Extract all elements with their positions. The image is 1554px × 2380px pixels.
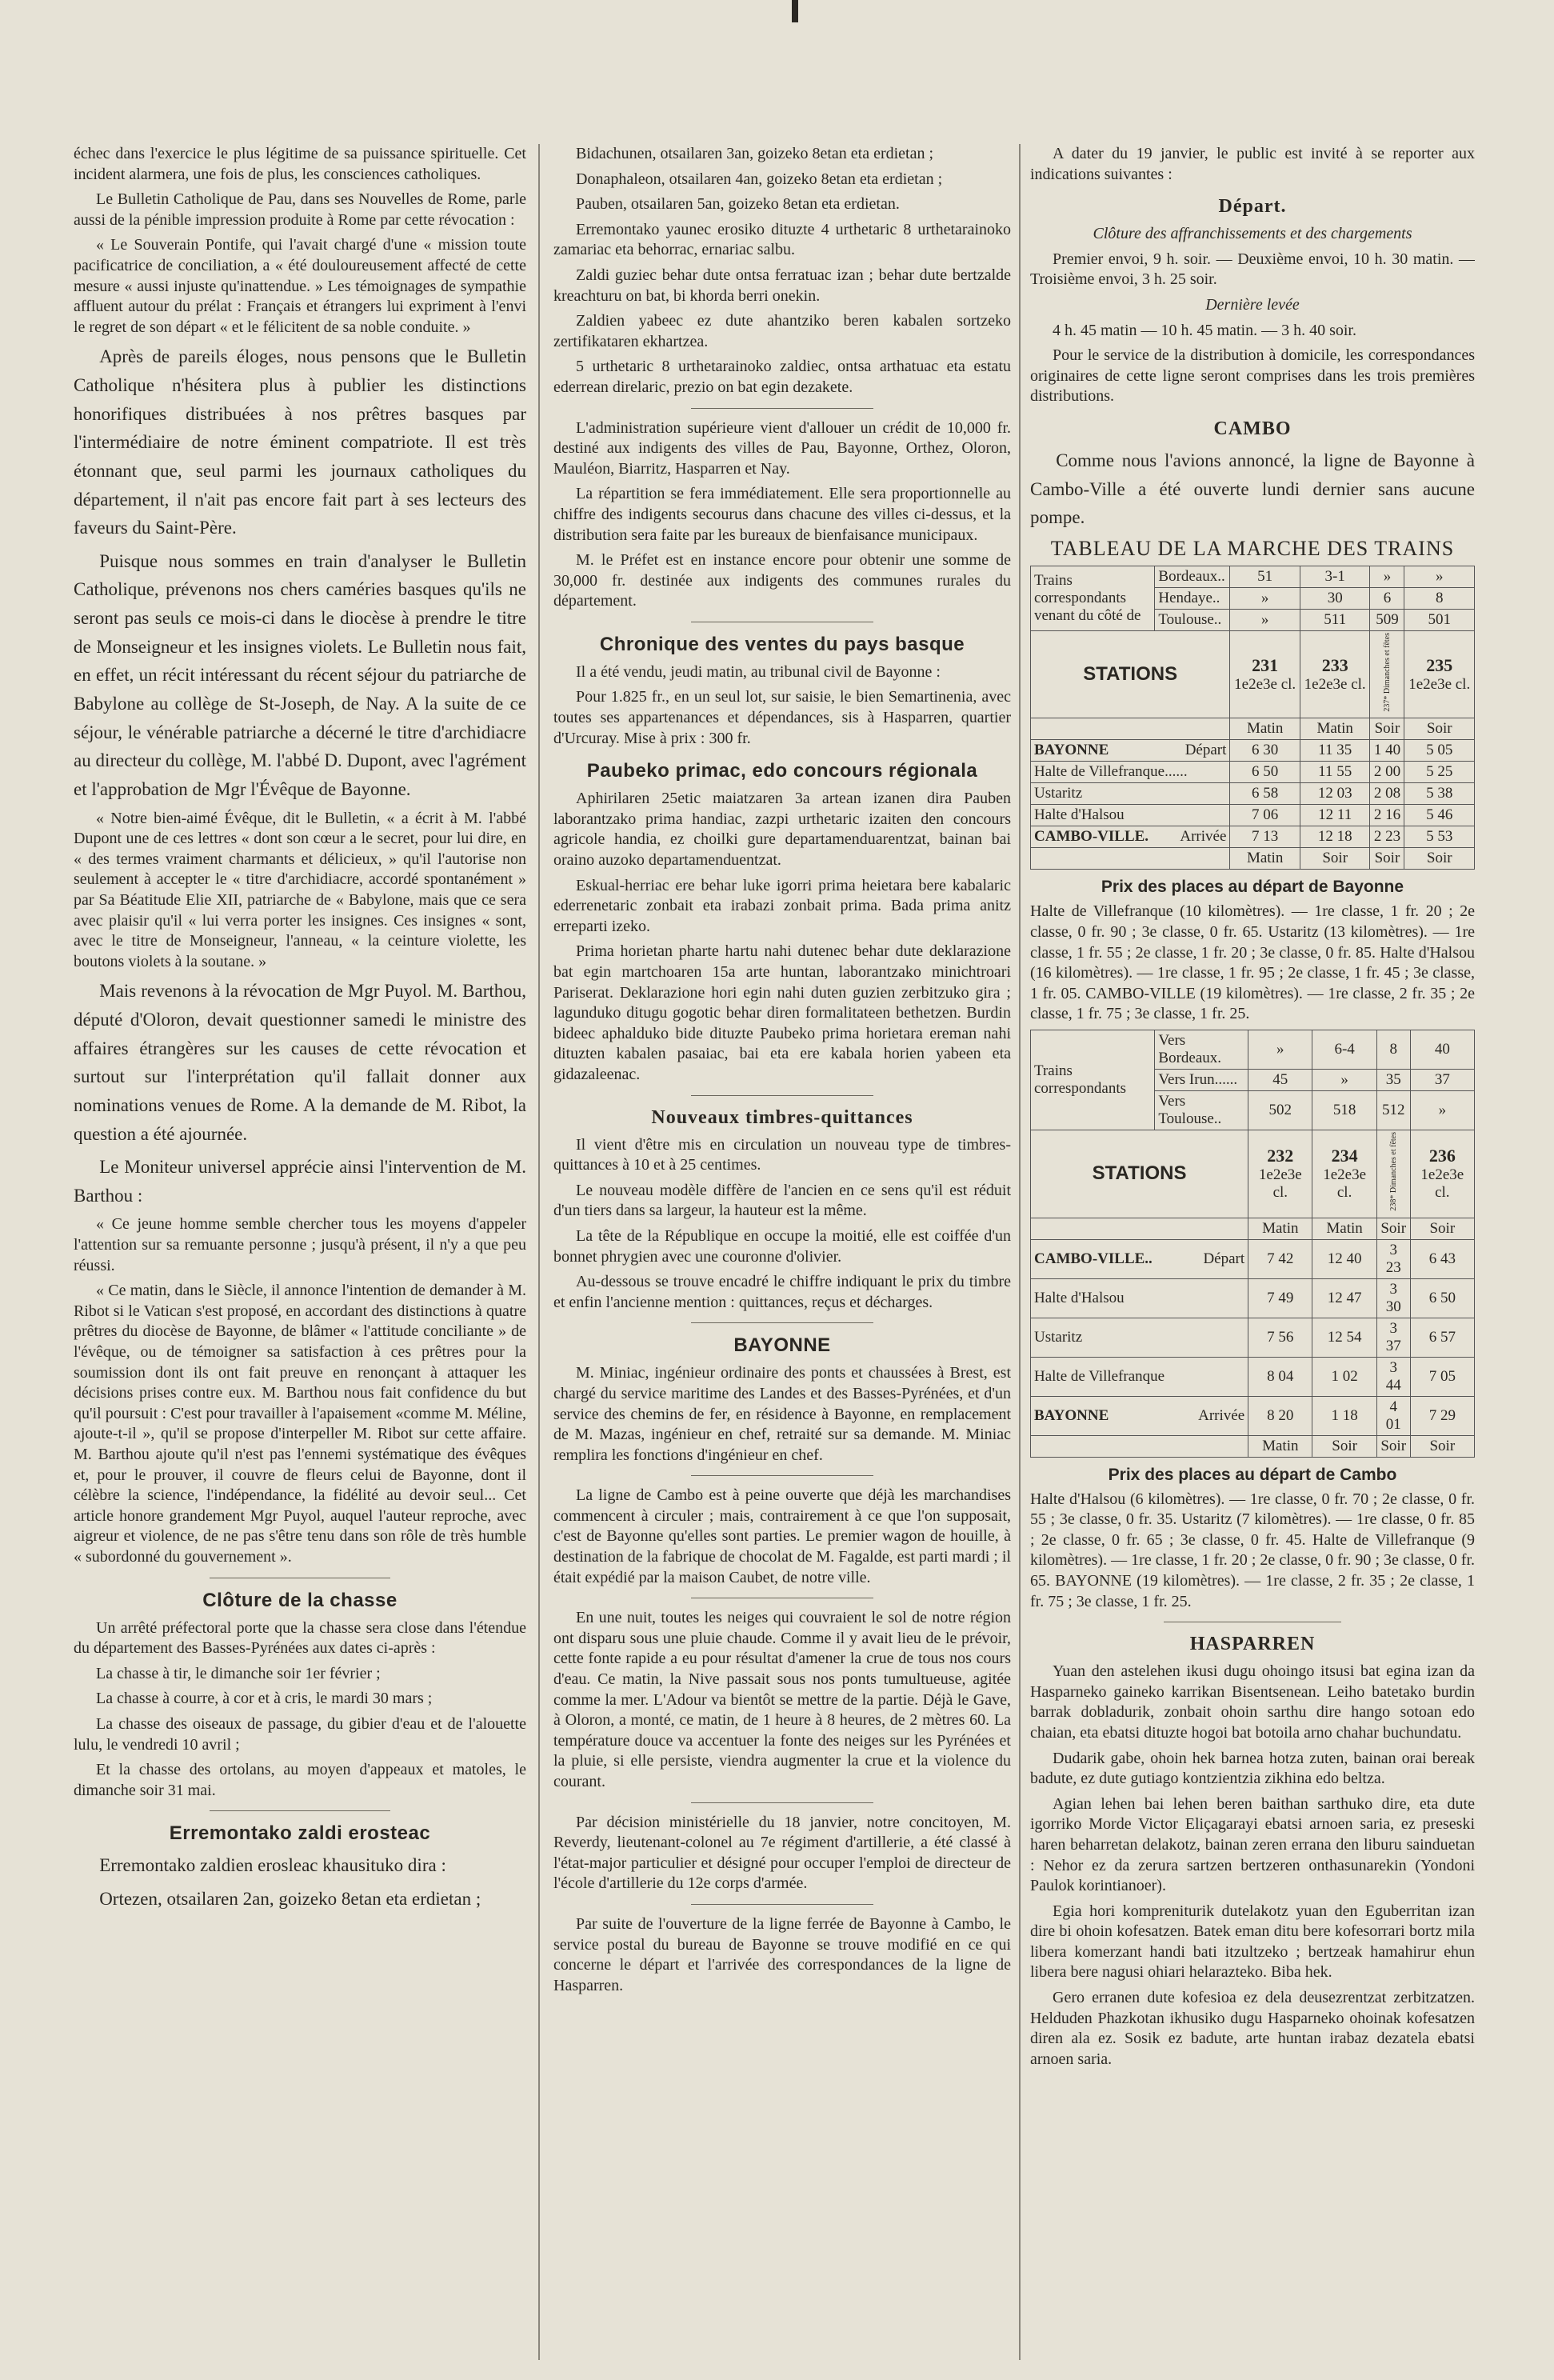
- paragraph: Pauben, otsailaren 5an, goizeko 8etan eta erdietan.: [576, 195, 900, 214]
- time-value: 7 05: [1410, 1357, 1474, 1396]
- paragraph: Au-dessous se trouve encadré le chiffre indiquant le prix du timbre et enfin l'ancienne mention : quittances, reçus et décharges.: [553, 1273, 1011, 1311]
- station-row: [1031, 740, 1475, 762]
- time-value: 3 30: [1376, 1278, 1410, 1318]
- heading-timbres: Nouveaux timbres-quittances: [651, 1106, 913, 1128]
- paragraph: La chasse à courre, à cor et à cris, le mardi 30 mars ;: [96, 1690, 433, 1708]
- paragraph: Eskual-herriac ere behar luke igorri prima heietara bere kabalaric ederrenetaric zonbait eta irabazi zonbait prima. Bada prima anitz erreparti izeko.: [553, 876, 1011, 935]
- time-value: 12 47: [1312, 1278, 1376, 1318]
- train-number-value: 235: [1426, 655, 1453, 676]
- paragraph: Halte de Villefranque (10 kilomètres). — 1re classe, 1 fr. 20 ; 2e classe, 0 fr. 90 ; 3e classe, 0 fr. 65. Ustaritz (13 kilomètres). — 1re classe, 1 fr. 55 ; 2e classe, 1 fr. 20 ; 3e classe, 0 fr. 85. Halte d'Halsou (16 kilomètres). — 1re classe, 1 fr. 95 ; 2e classe, 1 fr. 45 ; 3e classe, 1 fr. 05. CAMBO-VILLE (19 kilomètres). — 1re classe, 2 fr. 35 ; 2e classe, 1 fr. 75 ; 3e classe, 1 fr. 25.: [1030, 902, 1475, 1023]
- period: Soir: [1370, 848, 1404, 870]
- train-class: 1e2e3e cl.: [1304, 676, 1366, 694]
- station-name: [1031, 1396, 1248, 1435]
- correspondence-value: 51: [1230, 566, 1300, 587]
- correspondence-value: 35: [1376, 1070, 1410, 1091]
- time-value: 6 50: [1230, 762, 1300, 783]
- paragraph: Il a été vendu, jeudi matin, au tribunal civil de Bayonne :: [576, 662, 941, 681]
- paragraph: 5 urthetaric 8 urthetarainoko zaldiec, ontsa arthatuac eta estatu ederrean direlaric, prezio on bat egin dezakete.: [553, 358, 1011, 396]
- correspondence-value: 30: [1300, 587, 1370, 609]
- paragraph: « Ce jeune homme semble chercher tous les moyens d'appeler l'attention sur sa remuante personne ; jusqu'à présent, il n'y a que peu réussi.: [74, 1215, 526, 1274]
- paragraph: 4 h. 45 matin — 10 h. 45 matin. — 3 h. 40 soir.: [1053, 321, 1356, 339]
- paragraph: Egia hori kompreniturik dutelakotz yuan den Eguberritan izan dire bi ohoin kofesatzen. Batek eman ditu bere kofesorrari bortz mila libera komerzant handi bati itzultzeko ; bertzeak hamahirur ehun libera bere nagusi ohiari helarazteko. Biba hek.: [1030, 1902, 1475, 1982]
- station-row: [1031, 1239, 1475, 1278]
- correspondence-value: »: [1410, 1091, 1474, 1130]
- time-value: 3 44: [1376, 1357, 1410, 1396]
- divider: [691, 408, 874, 409]
- heading-prix-bayonne: Prix des places au départ de Bayonne: [1101, 878, 1404, 897]
- paragraph: « Notre bien-aimé Évêque, dit le Bulletin, « a écrit à M. l'abbé Dupont une de ces lettres « dont son cœur a le secret, pour lui dire, en « des termes vraiment charmants et délicieux, » qu'il l'autorise non seulement à accepter le « titre d'archidiacre, accordé spontanément » par Sa Béatitude Elie XII, patriarche de « Babylone, mais que ce sera avec plaisir qu'il « lui verra porter les insignes. Ces insignes « sont, avec le titre de Monseigneur, l'anneau, « la ceinture violette, les boutons violets à la soutane. »: [74, 809, 526, 970]
- station-suffix: Départ: [1203, 1250, 1245, 1267]
- paragraph: A dater du 19 janvier, le public est invité à se reporter aux indications suivantes :: [1030, 145, 1475, 183]
- time-value: 3 37: [1376, 1318, 1410, 1357]
- train-number: [1300, 630, 1370, 718]
- station-name: [1031, 805, 1230, 826]
- period: Soir: [1370, 718, 1404, 740]
- divider: [210, 1810, 390, 1811]
- time-value: 7 13: [1230, 826, 1300, 848]
- correspondence-value: 501: [1404, 609, 1475, 630]
- paragraph: échec dans l'exercice le plus légitime de sa puissance spirituelle. Cet incident alarmera, une fois de plus, les consciences catholiques.: [74, 145, 526, 183]
- paragraph: La répartition se fera immédiatement. Elle sera proportionnelle au chiffre des indigents secourus dans chacune des villes ci-dessus, et la distribution sera faite par les bureaux de bienfaisance municipaux.: [553, 485, 1011, 544]
- subheading-cloture: [1030, 224, 1475, 245]
- stations-header: STATIONS: [1031, 1130, 1248, 1218]
- period-row: [1031, 1218, 1475, 1239]
- heading-bayonne: BAYONNE: [733, 1334, 831, 1357]
- divider: [691, 1475, 874, 1476]
- correspondence-value: 8: [1376, 1030, 1410, 1070]
- column-2: [553, 144, 1011, 2352]
- paragraph: Par suite de l'ouverture de la ligne ferrée de Bayonne à Cambo, le service postal du bureau de Bayonne se trouve modifié en ce qui concerne le départ et l'arrivée des correspondances de la ligne de Hasparren.: [553, 1914, 1011, 1994]
- period-row: [1031, 718, 1475, 740]
- correspondence-value: 8: [1404, 587, 1475, 609]
- stations-header: STATIONS: [1031, 630, 1230, 718]
- time-value: 5 05: [1404, 740, 1475, 762]
- paragraph: Un arrêté préfectoral porte que la chasse sera close dans l'étendue du département des Basses-Pyrénées aux dates ci-après :: [74, 1618, 526, 1658]
- correspondence-value: »: [1248, 1030, 1312, 1070]
- station-name: [1031, 826, 1230, 848]
- correspondence-origin: Vers Bordeaux.: [1155, 1030, 1248, 1070]
- correspondence-value: 37: [1410, 1070, 1474, 1091]
- correspondence-value: »: [1370, 566, 1404, 587]
- station-label: Halte d'Halsou: [1034, 806, 1125, 824]
- station-label: Ustaritz: [1034, 785, 1083, 802]
- station-label: CAMBO-VILLE.: [1034, 828, 1149, 846]
- station-label: BAYONNE: [1034, 742, 1109, 759]
- time-value: 2 23: [1370, 826, 1404, 848]
- heading-paubeko: Paubeko primac, edo concours régionala: [586, 760, 978, 782]
- train-number-value: 232: [1267, 1146, 1294, 1166]
- paragraph: En une nuit, toutes les neiges qui couvraient le sol de notre région ont disparu sous une pluie chaude. Comme il y avait lieu de le prévoir, cette fonte rapide a eu pour résultat d'amener la crue de tous nos cours d'eau. Ce matin, la Nive passait sous nos ponts tumultueuse, agitée comme la mer. L'Adour va bientôt se mettre de la partie. Déjà le Gave, à Oloron, a monté, ce matin, de 1 heure à 8 heures, de 2 mètres 60. La température douce va accentuer la fonte des neiges sur les Pyrénées et la pluie, si elle persiste, viendra augmenter la crue et la violence du courant.: [553, 1609, 1011, 1790]
- time-value: 8 04: [1248, 1357, 1312, 1396]
- correspondence-value: 512: [1376, 1091, 1410, 1130]
- paragraph: Erremontako yaunec erosiko dituzte 4 urthetaric 8 urthetarainoko zamariac eta behorrac, ernariac salbu.: [553, 220, 1011, 259]
- correspondence-origin: Toulouse..: [1155, 609, 1230, 630]
- divider: [691, 1802, 874, 1803]
- paragraph: Aphirilaren 25etic maiatzaren 3a artean izanen dira Pauben laborantzako prima handiac, zazpi urthetaric izaiten den concours agricole handia, ez choilki gure departamenduarentzat, bainan bai oraino auzoko departamenduentzat.: [553, 790, 1011, 870]
- train-number-value: 236: [1428, 1146, 1456, 1166]
- divider: [691, 1904, 874, 1905]
- station-row: [1031, 762, 1475, 783]
- correspondence-origin: Hendaye..: [1155, 587, 1230, 609]
- sunday-note-text: 237* Dimanches et fêtes: [1382, 632, 1392, 712]
- paragraph: Premier envoi, 9 h. soir. — Deuxième envoi, 10 h. 30 matin. — Troisième envoi, 3 h. 25 soir.: [1030, 250, 1475, 289]
- period: Soir: [1410, 1218, 1474, 1239]
- time-value: 7 49: [1248, 1278, 1312, 1318]
- time-value: 6 57: [1410, 1318, 1474, 1357]
- column-3: [1030, 144, 1475, 2352]
- period: Soir: [1376, 1218, 1410, 1239]
- correspondence-row: [1031, 566, 1475, 587]
- time-value: 12 40: [1312, 1239, 1376, 1278]
- correspondence-value: 518: [1312, 1091, 1376, 1130]
- heading-chronique: Chronique des ventes du pays basque: [599, 633, 965, 655]
- period-row-bottom: [1031, 1435, 1475, 1457]
- time-value: 8 20: [1248, 1396, 1312, 1435]
- station-name: [1031, 1357, 1248, 1396]
- correspondence-value: 40: [1410, 1030, 1474, 1070]
- time-value: 6 30: [1230, 740, 1300, 762]
- station-row: [1031, 1396, 1475, 1435]
- paragraph: La tête de la République en occupe la moitié, elle est coiffée d'un bonnet phrygien avec une couronne d'olivier.: [553, 1226, 1011, 1266]
- period: Matin: [1248, 1218, 1312, 1239]
- italic-text: Dernière levée: [1205, 295, 1300, 314]
- train-number: [1248, 1130, 1312, 1218]
- period: Soir: [1404, 848, 1475, 870]
- train-class: 1e2e3e cl.: [1420, 1166, 1464, 1202]
- correspondence-value: 502: [1248, 1091, 1312, 1130]
- station-name: [1031, 783, 1230, 805]
- paragraph: Yuan den astelehen ikusi dugu ohoingo itsusi bat egina izan da Hasparneko gaineko karrikan Bisentsenean. Leiho batetako burdin barrak dobladurik, zonbait ohoin sarthu dire hango sotoan edo chaian, eta ebatsi dituzte hogoi bat botoila arno chahar buchundatu.: [1030, 1662, 1475, 1742]
- time-value: 7 42: [1248, 1239, 1312, 1278]
- correspondence-value: »: [1312, 1070, 1376, 1091]
- paragraph: Pour 1.825 fr., en un seul lot, sur saisie, le bien Semartinenia, avec toutes ses appartenances et dépendances, sis à Hasparren, quartier d'Urcuray. Mise à prix : 300 fr.: [553, 688, 1011, 747]
- paragraph: Comme nous l'avions annoncé, la ligne de Bayonne à Cambo-Ville a été ouverte lundi dernier sans aucune pompe.: [1030, 450, 1475, 528]
- subheading-levee: [1030, 295, 1475, 316]
- station-name: [1031, 1318, 1248, 1357]
- period: Matin: [1312, 1218, 1376, 1239]
- paragraph: Il vient d'être mis en circulation un nouveau type de timbres-quittances à 10 et à 25 centimes.: [553, 1135, 1011, 1174]
- paragraph: « Le Souverain Pontife, qui l'avait chargé d'une « mission toute pacificatrice de conciliation, a « été douloureusement affecté de cette mesure « aussi injuste qu'inattendue. » Les témoignages de sympathie affluent autour du prélat : Français et étrangers lui expriment à l'envi le regret de son départ « et le félicitent de sa noble conduite. »: [74, 236, 526, 336]
- paragraph: M. Miniac, ingénieur ordinaire des ponts et chaussées à Brest, est chargé du service maritime des Landes et des Basses-Pyrénées, et d'un service des chemins de fer, en résidence à Bayonne, en remplacement de M. Mazas, ingénieur en chef, retraité sur sa demande. M. Miniac remplira les fonctions d'ingénieur en chef.: [553, 1364, 1011, 1464]
- period: Soir: [1300, 848, 1370, 870]
- divider: [691, 1095, 874, 1096]
- paragraph: Le Moniteur universel apprécie ainsi l'intervention de M. Barthou :: [74, 1157, 526, 1206]
- time-value: 1 02: [1312, 1357, 1376, 1396]
- time-value: 5 38: [1404, 783, 1475, 805]
- paragraph: L'administration supérieure vient d'allouer un crédit de 10,000 fr. destiné aux indigents des villes de Pau, Bayonne, Orthez, Oloron, Mauléon, Biarritz, Hasparren et Nay.: [553, 418, 1011, 478]
- period: Matin: [1230, 718, 1300, 740]
- station-row: [1031, 1318, 1475, 1357]
- paragraph: Ortezen, otsailaren 2an, goizeko 8etan eta erdietan ;: [99, 1888, 481, 1909]
- train-number-value: 231: [1252, 655, 1279, 676]
- blank-cell: [1031, 718, 1230, 740]
- time-value: 5 46: [1404, 805, 1475, 826]
- correspondence-value: »: [1404, 566, 1475, 587]
- correspondence-value: »: [1230, 609, 1300, 630]
- period: Soir: [1376, 1435, 1410, 1457]
- column-rule-left: [538, 144, 540, 2360]
- blank-cell: [1031, 1218, 1248, 1239]
- time-value: 11 35: [1300, 740, 1370, 762]
- paragraph: Halte d'Halsou (6 kilomètres). — 1re classe, 0 fr. 70 ; 2e classe, 0 fr. 55 ; 3e classe, 0 fr. 35. Ustaritz (7 kilomètres). — 1re classe, 0 fr. 85 ; 2e classe, 0 fr. 65 ; 3e classe, 0 fr. 45. Halte de Villefranque (9 kilomètres). — 1re classe, 1 fr. 20 ; 2e classe, 0 fr. 90 ; 3e classe, 0 fr. 65. BAYONNE (19 kilomètres). — 1re classe, 2 fr. 35 ; 2e classe, 1 fr. 75 ; 3e classe, 1 fr. 25.: [1030, 1490, 1475, 1610]
- paragraph: Zaldi guziec behar dute ontsa ferratuac izan ; behar dute bertzalde kreachturu on bat, bi khorda berri onekin.: [553, 266, 1011, 305]
- time-value: 2 00: [1370, 762, 1404, 783]
- paragraph: Zaldien yabeec ez dute ahantziko beren kabalen sortzeko zertifikataren ekhartzea.: [553, 312, 1011, 350]
- period: Soir: [1312, 1435, 1376, 1457]
- correspondence-label: Trains correspondants venant du côté de: [1031, 566, 1155, 630]
- correspondence-row: [1031, 1030, 1475, 1070]
- train-class: 1e2e3e cl.: [1234, 676, 1296, 694]
- paragraph: Mais revenons à la révocation de Mgr Puyol. M. Barthou, député d'Oloron, devait questionner samedi le ministre des affaires étrangères sur les causes de cette révocation et surtout sur l'interprétation qu'il fallait donner aux nominations venues de Rome. A la demande de M. Ribot, la question a été ajournée.: [74, 981, 526, 1144]
- paragraph: Gero erranen dute kofesioa ez dela deusezrentzat zerbitzatzen. Helduden Phazkotan ikhusiko dugu Hasparneko ohoinak kofesatzen diren ala ez. Sosik ez badute, arte huntan irabaz dezatela ebatsi arnoen saria.: [1030, 1989, 1475, 2068]
- heading-prix-cambo: Prix des places au départ de Cambo: [1108, 1465, 1397, 1484]
- station-row: [1031, 1357, 1475, 1396]
- station-suffix: Départ: [1184, 742, 1227, 759]
- time-value: 1 40: [1370, 740, 1404, 762]
- period: Matin: [1300, 718, 1370, 740]
- paragraph: Et la chasse des ortolans, au moyen d'appeaux et matoles, le dimanche soir 31 mai.: [74, 1761, 526, 1799]
- correspondence-value: 511: [1300, 609, 1370, 630]
- train-number: [1230, 630, 1300, 718]
- column-rule-right: [1019, 144, 1021, 2360]
- paragraph: Bidachunen, otsailaren 3an, goizeko 8etan eta erdietan ;: [576, 145, 934, 162]
- paragraph: Dudarik gabe, ohoin hek barnea hotza zuten, bainan orai bereak badute, ez dute gutiago kontzientzia zikhina edo beltza.: [1030, 1749, 1475, 1788]
- station-row: [1031, 805, 1475, 826]
- station-label: Halte d'Halsou: [1034, 1289, 1125, 1306]
- train-class: 1e2e3e cl.: [1408, 676, 1471, 694]
- time-value: 6 58: [1230, 783, 1300, 805]
- correspondence-value: »: [1230, 587, 1300, 609]
- sunday-note: [1370, 630, 1404, 718]
- timetable-title: TABLEAU DE LA MARCHE DES TRAINS: [1050, 536, 1455, 560]
- paragraph: « Ce matin, dans le Siècle, il annonce l'intention de demander à M. Ribot si le Vatican s'est proposé, en accordant des distinctions à quatre prêtres du diocèse de Bayonne, de blâmer « l'attitude conciliante » de l'évêque, ou de témoigner sa satisfaction à ces prêtres pour la soumission dont ils ont fait preuve en renonçant à attaquer les décisions prises contre eux. M. Barthou nous fait confidence du but qu'il poursuit : C'est pour travailler à l'apaisement «comme M. Méline, ajoute-t-il », qu'il se propose d'interpeller M. Ribot sur cette affaire. M. Barthou ajoute qu'il n'est pas l'ennemi systématique des évêques et, pour le prouver, il couvre de fleurs celui de Bayonne, dont il célèbre la science, l'indépendance, la fidélité au devoir seul... Cet article honore grandement Mgr Puyol, auquel l'auteur reproche, avec aigreur et violence, de ne pas s'être tenu dans son rôle de très humble « subordonné du gouvernement ».: [74, 1282, 526, 1566]
- divider: [691, 1322, 874, 1323]
- paragraph: Agian lehen bai lehen beren baithan sarthuko dire, eta dute igorriko Morde Victor Eliçagarayi ebatsi arnoen saria, ez preseski haren beharretan delakotz, bainan zeren errana den liburu sainduetan : Nehor ez da zerura sartzen bertzeren onthasunarekin (Yondoni Paulok korintianoer).: [1030, 1794, 1475, 1895]
- paragraph: Pour le service de la distribution à domicile, les correspondances originaires de cette ligne seront comprises dans les trois premières distributions.: [1030, 346, 1475, 406]
- blank-cell: [1031, 1435, 1248, 1457]
- train-number: [1404, 630, 1475, 718]
- time-value: 3 23: [1376, 1239, 1410, 1278]
- time-value: 7 29: [1410, 1396, 1474, 1435]
- train-number-value: 233: [1321, 655, 1348, 676]
- paragraph: Puisque nous sommes en train d'analyser le Bulletin Catholique, prévenons nos chers caméries basques qu'ils ne seront pas seuls ce mois-ci dans le diocèse à prendre le titre de Monseigneur et les insignes violets. Le Bulletin nous fait, en effet, un récit intéressant du récent séjour du patriarche de Babylone au collège de St-Joseph, de Nay. A la suite de ce séjour, le vénérable patriarche a décerné le titre d'archidiacre au directeur du collège, M. l'abbé D. Dupont, avec l'agrément et l'approbation de Mgr l'Évêque de Bayonne.: [74, 550, 526, 799]
- time-value: 1 18: [1312, 1396, 1376, 1435]
- station-label: Ustaritz: [1034, 1328, 1083, 1346]
- paragraph: Erremontako zaldien erosleac khausituko dira :: [99, 1855, 446, 1876]
- correspondence-origin: Bordeaux..: [1155, 566, 1230, 587]
- heading-chasse: Clôture de la chasse: [202, 1589, 397, 1611]
- station-label: BAYONNE: [1034, 1406, 1109, 1424]
- heading-hasparren: HASPARREN: [1189, 1634, 1316, 1655]
- period: Matin: [1248, 1435, 1312, 1457]
- heading-depart: Départ.: [1218, 196, 1287, 218]
- period-row-bottom: [1031, 848, 1475, 870]
- paragraph: Le nouveau modèle diffère de l'ancien en ce sens qu'il est réduit d'un tiers dans sa largeur, la hauteur est la même.: [553, 1181, 1011, 1220]
- time-value: 12 18: [1300, 826, 1370, 848]
- paragraph: Prima horietan pharte hartu nahi dutenec behar dute deklarazione bat egin martchoaren 15a arte huntan, laborantzako minichtroari Pariserat. Deklarazione hori egin nahi duten guzien zerbitzuko gira ; lagunduko ditugu gogotic behar diren formalitateen bethetzen. Burdin bideec aphalduko bide dituzte Paubeko prima horietara ereman nahi dituzten kabalen pasaiac, bai eta ere kabala horien yabeen eta gidazaleenac.: [553, 942, 1011, 1083]
- timetable-cambo-bayonne: [1030, 1030, 1475, 1458]
- column-1: [74, 144, 526, 2352]
- time-value: 7 56: [1248, 1318, 1312, 1357]
- blank-cell: [1031, 848, 1230, 870]
- paragraph: M. le Préfet est en instance encore pour obtenir une somme de 30,000 fr. destinée aux indigents des communes rurales du département.: [553, 551, 1011, 610]
- header-row: [1031, 1130, 1475, 1218]
- italic-text: Clôture des affranchissements et des chargements: [1093, 225, 1412, 243]
- station-label: CAMBO-VILLE..: [1034, 1250, 1153, 1267]
- paragraph: La chasse à tir, le dimanche soir 1er février ;: [96, 1664, 381, 1682]
- station-name: [1031, 1239, 1248, 1278]
- station-suffix: Arrivée: [1198, 1406, 1245, 1424]
- heading-cambo: CAMBO: [1213, 418, 1292, 439]
- time-value: 7 06: [1230, 805, 1300, 826]
- station-row: [1031, 1278, 1475, 1318]
- paragraph: La ligne de Cambo est à peine ouverte que déjà les marchandises commencent à circuler ; mais, contrairement à ce que l'on supposait, c'est de Bayonne qu'elles sont parties. Le premier wagon de houille, à destination de la fabrique de chocolat de M. Fagalde, est parti mardi ; il était expédié par la maison Caubet, de notre ville.: [553, 1486, 1011, 1586]
- time-value: 12 11: [1300, 805, 1370, 826]
- correspondence-origin: Vers Irun......: [1155, 1070, 1248, 1091]
- correspondence-origin: Vers Toulouse..: [1155, 1091, 1248, 1130]
- paragraph: Par décision ministérielle du 18 janvier, notre concitoyen, M. Reverdy, lieutenant-colonel au 7e régiment d'artillerie, a été classé à l'état-major particulier et désigné pour occuper l'emploi de directeur de l'école d'artillerie du 12e corps d'armée.: [553, 1813, 1011, 1893]
- correspondence-value: 45: [1248, 1070, 1312, 1091]
- heading-erremontako: Erremontako zaldi erosteac: [169, 1822, 431, 1845]
- train-class: 1e2e3e cl.: [1323, 1166, 1367, 1202]
- paragraph: Après de pareils éloges, nous pensons que le Bulletin Catholique n'hésitera plus à publier les distinctions honorifiques distribuées à nos prêtres basques par l'intermédiaire de notre éminent compatriote. Il est très étonnant que, seul parmi les journaux catholiques du département, il n'ait pas encore fait part à ses lecteurs des faveurs du Saint-Père.: [74, 346, 526, 538]
- timetable-bayonne-cambo: [1030, 566, 1475, 870]
- station-name: [1031, 762, 1230, 783]
- time-value: 4 01: [1376, 1396, 1410, 1435]
- time-value: 2 16: [1370, 805, 1404, 826]
- correspondence-value: 6: [1370, 587, 1404, 609]
- train-number: [1410, 1130, 1474, 1218]
- station-row: [1031, 783, 1475, 805]
- station-name: [1031, 1278, 1248, 1318]
- period: Matin: [1230, 848, 1300, 870]
- train-number: [1312, 1130, 1376, 1218]
- period: Soir: [1404, 718, 1475, 740]
- paragraph: La chasse des oiseaux de passage, du gibier d'eau et de l'alouette lulu, le vendredi 10 avril ;: [74, 1714, 526, 1754]
- period: Soir: [1410, 1435, 1474, 1457]
- station-name: [1031, 740, 1230, 762]
- time-value: 5 53: [1404, 826, 1475, 848]
- station-label: Halte de Villefranque: [1034, 1367, 1165, 1385]
- station-label: Halte de Villefranque......: [1034, 763, 1188, 781]
- time-value: 6 50: [1410, 1278, 1474, 1318]
- time-value: 5 25: [1404, 762, 1475, 783]
- correspondence-value: 3-1: [1300, 566, 1370, 587]
- station-suffix: Arrivée: [1180, 828, 1227, 846]
- correspondence-value: 6-4: [1312, 1030, 1376, 1070]
- station-row: [1031, 826, 1475, 848]
- train-number-value: 234: [1331, 1146, 1358, 1166]
- train-class: 1e2e3e cl.: [1258, 1166, 1302, 1202]
- paragraph: Donaphaleon, otsailaren 4an, goizeko 8etan eta erdietan ;: [576, 170, 943, 188]
- time-value: 2 08: [1370, 783, 1404, 805]
- time-value: 12 54: [1312, 1318, 1376, 1357]
- sunday-note: [1376, 1130, 1410, 1218]
- time-value: 12 03: [1300, 783, 1370, 805]
- page-fold-mark: [792, 0, 798, 22]
- correspondence-value: 509: [1370, 609, 1404, 630]
- time-value: 6 43: [1410, 1239, 1474, 1278]
- sunday-note-text: 238* Dimanches et fêtes: [1388, 1132, 1398, 1211]
- correspondence-label: Trains correspondants: [1031, 1030, 1155, 1130]
- header-row: [1031, 630, 1475, 718]
- paragraph: Le Bulletin Catholique de Pau, dans ses Nouvelles de Rome, parle aussi de la pénible impression produite à Rome par cette révocation :: [74, 190, 526, 229]
- time-value: 11 55: [1300, 762, 1370, 783]
